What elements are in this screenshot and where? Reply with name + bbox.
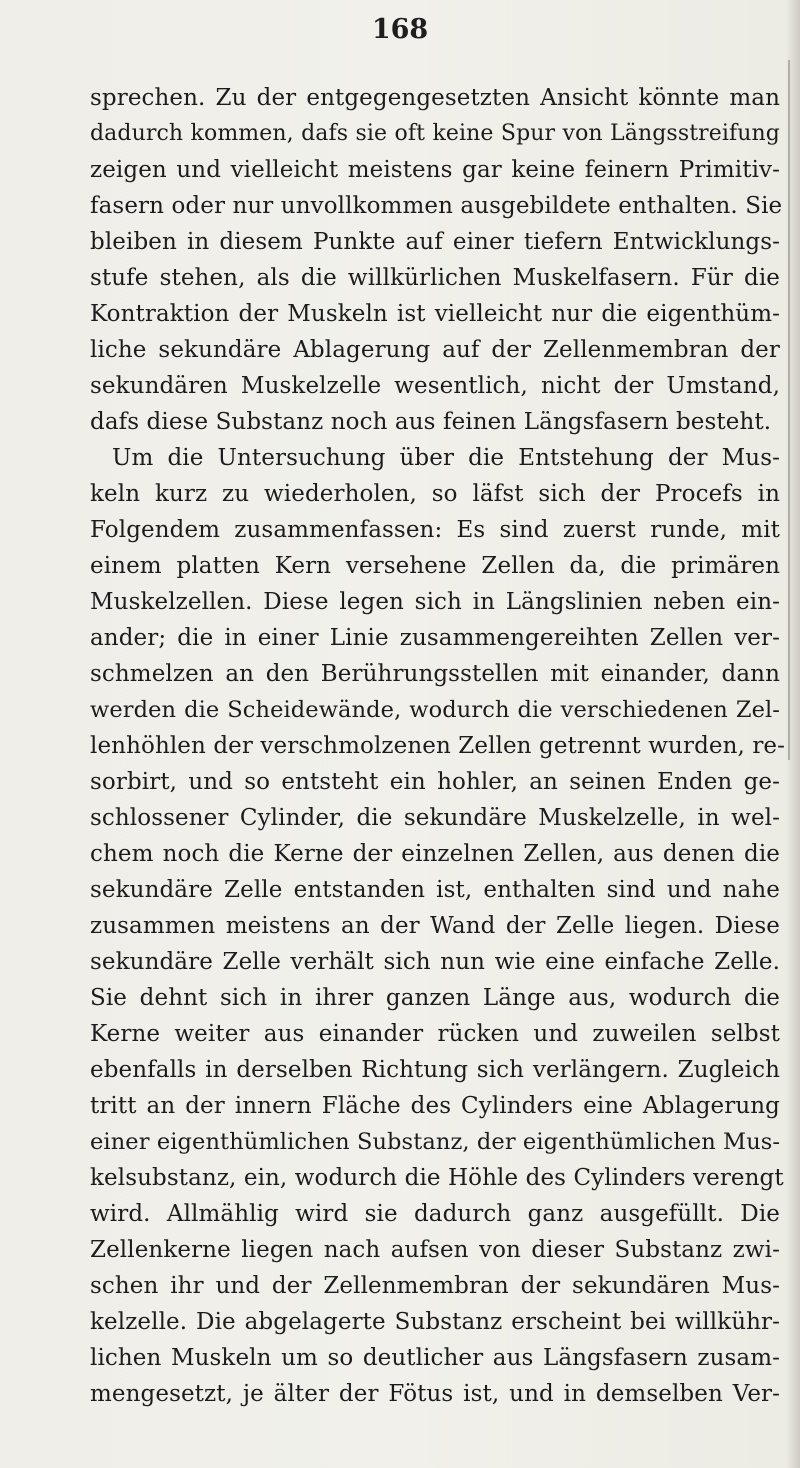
text-line: sekundäre Zelle verhält sich nun wie eine einfache Zelle. xyxy=(90,949,780,975)
text-line: liche sekundäre Ablagerung auf der Zellenmembran der xyxy=(90,337,780,363)
text-line: kelzelle. Die abgelagerte Substanz erscheint bei willkühr- xyxy=(90,1309,780,1335)
text-line: kelsubstanz, ein, wodurch die Höhle des Cylinders verengt xyxy=(90,1165,784,1191)
text-line: Kontraktion der Muskeln ist vielleicht nur die eigenthüm- xyxy=(90,301,780,327)
text-line: schlossener Cylinder, die sekundäre Muskelzelle, in wel- xyxy=(90,805,780,831)
text-line: Muskelzellen. Diese legen sich in Längslinien neben ein- xyxy=(90,589,780,615)
text-line: Folgendem zusammenfassen: Es sind zuerst runde, mit xyxy=(90,517,780,543)
text-line: einer eigenthümlichen Substanz, der eigenthümlichen Mus- xyxy=(90,1129,781,1155)
text-line: Sie dehnt sich in ihrer ganzen Länge aus, wodurch die xyxy=(90,985,780,1011)
text-line: stufe stehen, als die willkürlichen Muskelfasern. Für die xyxy=(90,265,780,291)
text-line: dadurch kommen, dafs sie oft keine Spur von Längsstreifung xyxy=(90,121,780,146)
text-line: einem platten Kern versehene Zellen da, die primären xyxy=(90,553,780,579)
text-line: dafs diese Substanz noch aus feinen Längsfasern besteht. xyxy=(90,409,772,435)
body-text xyxy=(90,80,786,1412)
text-line: lichen Muskeln um so deutlicher aus Längsfasern zusam- xyxy=(90,1345,780,1371)
text-line: werden die Scheidewände, wodurch die verschiedenen Zel- xyxy=(90,697,780,723)
text-line: sekundären Muskelzelle wesentlich, nicht der Umstand, xyxy=(90,373,780,399)
text-line: zusammen meistens an der Wand der Zelle liegen. Diese xyxy=(90,913,780,939)
text-line: ebenfalls in derselben Richtung sich verlängern. Zugleich xyxy=(90,1057,780,1083)
text-line: mengesetzt, je älter der Fötus ist, und in demselben Ver- xyxy=(90,1381,780,1407)
text-line: chem noch die Kerne der einzelnen Zellen, aus denen die xyxy=(90,841,780,867)
text-line: ander; die in einer Linie zusammengereihten Zellen ver- xyxy=(90,625,780,651)
text-line: schen ihr und der Zellenmembran der sekundären Mus- xyxy=(90,1273,780,1299)
text-line: fasern oder nur unvollkommen ausgebildete enthalten. Sie xyxy=(90,193,783,219)
text-line: zeigen und vielleicht meistens gar keine feinern Primitiv- xyxy=(90,157,780,183)
text-line: tritt an der innern Fläche des Cylinders eine Ablagerung xyxy=(90,1093,780,1119)
text-line: Kerne weiter aus einander rücken und zuweilen selbst xyxy=(90,1021,780,1047)
text-line: Zellenkerne liegen nach aufsen von dieser Substanz zwi- xyxy=(90,1237,780,1263)
page-edge-shadow xyxy=(786,0,800,1468)
text-line: sorbirt, und so entsteht ein hohler, an seinen Enden ge- xyxy=(90,769,780,795)
page-number: 168 xyxy=(371,14,429,45)
text-line: sprechen. Zu der entgegengesetzten Ansicht könnte man xyxy=(90,85,780,111)
text-line: wird. Allmählig wird sie dadurch ganz ausgefüllt. Die xyxy=(90,1201,780,1227)
text-line: keln kurz zu wiederholen, so läfst sich der Procefs in xyxy=(90,481,780,507)
text-line: schmelzen an den Berührungsstellen mit einander, dann xyxy=(90,661,780,687)
paragraph-start-line: Um die Untersuchung über die Entstehung der Mus- xyxy=(112,445,780,471)
text-line: bleiben in diesem Punkte auf einer tiefern Entwicklungs- xyxy=(90,229,780,255)
text-line: sekundäre Zelle entstanden ist, enthalten sind und nahe xyxy=(90,877,780,903)
text-line: lenhöhlen der verschmolzenen Zellen getrennt wurden, re- xyxy=(90,733,786,759)
